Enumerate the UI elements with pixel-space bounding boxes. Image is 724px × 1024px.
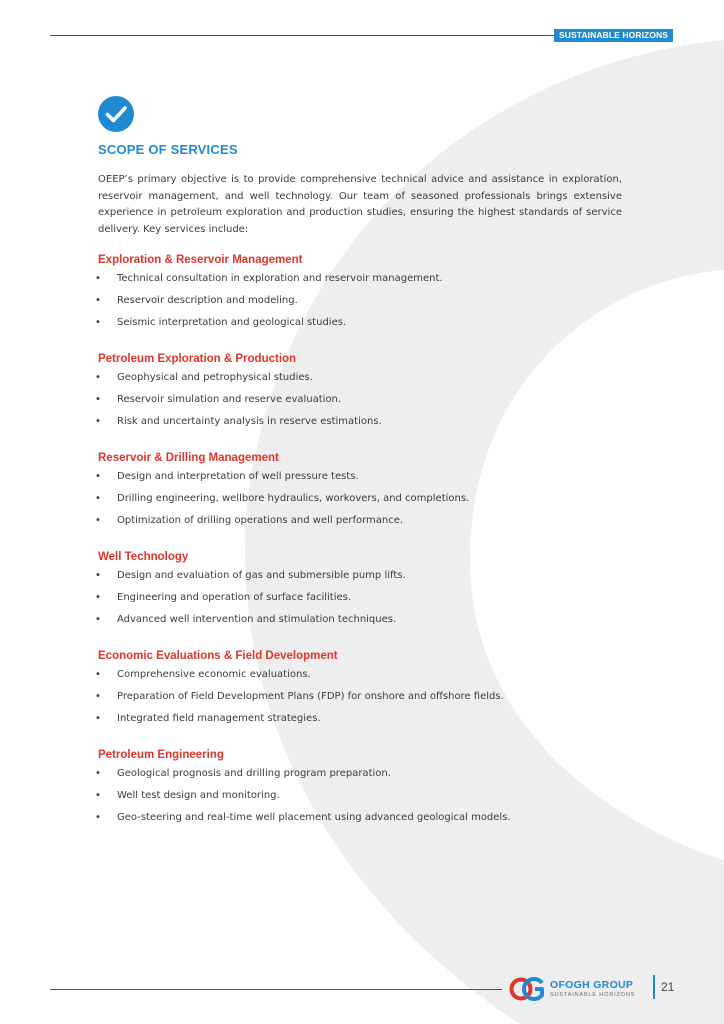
- service-section: [95, 254, 622, 329]
- list-item: [95, 591, 622, 604]
- list-item: [95, 690, 622, 703]
- list-item: [95, 492, 622, 505]
- list-item-text: Geo-steering and real-time well placement using advanced geological models.: [117, 812, 511, 823]
- page-number-divider: [653, 975, 655, 999]
- logo-name: OFOGH GROUP: [550, 979, 634, 991]
- bullet-icon: •: [95, 691, 101, 702]
- list-item-text: Geological prognosis and drilling program preparation.: [117, 768, 391, 779]
- list-item: [95, 569, 622, 582]
- intro-paragraph: OEEP’s primary objective is to provide comprehensive technical advice and assistance in exploration, reservoir management, and well technology. Our team of seasoned professionals brings extensive experience in petroleum exploration and production studies, ensuring the highest standards of service delivery. Key services include:: [98, 174, 622, 235]
- section-heading: Petroleum Engineering: [98, 749, 224, 761]
- list-item: [95, 371, 622, 384]
- list-item-text: Design and evaluation of gas and submersible pump lifts.: [117, 570, 406, 581]
- bullet-icon: •: [95, 515, 101, 526]
- service-section: [95, 650, 622, 725]
- section-heading: Well Technology: [98, 551, 189, 563]
- list-item-text: Advanced well intervention and stimulation techniques.: [117, 614, 397, 625]
- list-item-text: Integrated field management strategies.: [117, 713, 321, 724]
- list-item: [95, 514, 622, 527]
- list-item-text: Reservoir description and modeling.: [117, 295, 298, 306]
- bullet-icon: •: [95, 394, 101, 405]
- bullet-icon: •: [95, 570, 101, 581]
- list-item: [95, 294, 622, 307]
- page-number: 21: [661, 980, 675, 994]
- service-section: [95, 749, 622, 824]
- bullet-list: [95, 371, 622, 428]
- bullet-list: [95, 668, 622, 725]
- list-item: [95, 811, 622, 824]
- main-content: [95, 96, 622, 833]
- list-item-text: Risk and uncertainty analysis in reserve estimations.: [117, 416, 382, 427]
- list-item-text: Design and interpretation of well pressure tests.: [117, 471, 359, 482]
- footer-rule: [50, 989, 502, 990]
- bullet-icon: •: [95, 614, 101, 625]
- bullet-icon: •: [95, 416, 101, 427]
- bullet-icon: •: [95, 790, 101, 801]
- list-item-text: Preparation of Field Development Plans (FDP) for onshore and offshore fields.: [117, 691, 504, 702]
- bullet-icon: •: [95, 493, 101, 504]
- bullet-icon: •: [95, 669, 101, 680]
- list-item-text: Drilling engineering, wellbore hydraulics, workovers, and completions.: [117, 493, 470, 504]
- list-item-text: Reservoir simulation and reserve evaluation.: [117, 394, 342, 405]
- list-item: [95, 668, 622, 681]
- list-item-text: Well test design and monitoring.: [117, 790, 280, 801]
- list-item-text: Engineering and operation of surface facilities.: [117, 592, 352, 603]
- section-heading: Economic Evaluations & Field Development: [98, 650, 338, 662]
- bullet-list: [95, 470, 622, 527]
- list-item-text: Technical consultation in exploration and reservoir management.: [117, 273, 443, 284]
- list-item: [95, 767, 622, 780]
- bullet-icon: •: [95, 295, 101, 306]
- section-heading: Petroleum Exploration & Production: [98, 353, 297, 365]
- bullet-icon: •: [95, 273, 101, 284]
- list-item: [95, 316, 622, 329]
- list-item-text: Geophysical and petrophysical studies.: [117, 372, 313, 383]
- bullet-icon: •: [95, 713, 101, 724]
- bullet-icon: •: [95, 768, 101, 779]
- service-section: [95, 452, 622, 527]
- service-section: [95, 353, 622, 428]
- header-tag: SUSTAINABLE HORIZONS: [554, 29, 673, 42]
- list-item: [95, 393, 622, 406]
- list-item: [95, 272, 622, 285]
- bullet-icon: •: [95, 471, 101, 482]
- bullet-list: [95, 272, 622, 329]
- logo-mark-icon: [509, 975, 545, 1003]
- section-heading: Reservoir & Drilling Management: [98, 452, 279, 464]
- list-item-text: Seismic interpretation and geological studies.: [117, 317, 347, 328]
- page-title: SCOPE OF SERVICES: [98, 142, 238, 157]
- service-section: [95, 551, 622, 626]
- bullet-icon: •: [95, 592, 101, 603]
- list-item: [95, 415, 622, 428]
- bullet-icon: •: [95, 317, 101, 328]
- section-heading: Exploration & Reservoir Management: [98, 254, 303, 266]
- bullet-list: [95, 767, 622, 824]
- list-item-text: Comprehensive economic evaluations.: [117, 669, 311, 680]
- list-item: [95, 613, 622, 626]
- list-item: [95, 712, 622, 725]
- list-item-text: Optimization of drilling operations and well performance.: [117, 515, 404, 526]
- logo-tagline: SUSTAINABLE HORIZONS: [550, 992, 636, 998]
- check-circle-icon: [98, 96, 134, 132]
- header-rule: [50, 35, 560, 36]
- bullet-icon: •: [95, 812, 101, 823]
- bullet-list: [95, 569, 622, 626]
- company-logo: [509, 975, 649, 1003]
- list-item: [95, 470, 622, 483]
- list-item: [95, 789, 622, 802]
- bullet-icon: •: [95, 372, 101, 383]
